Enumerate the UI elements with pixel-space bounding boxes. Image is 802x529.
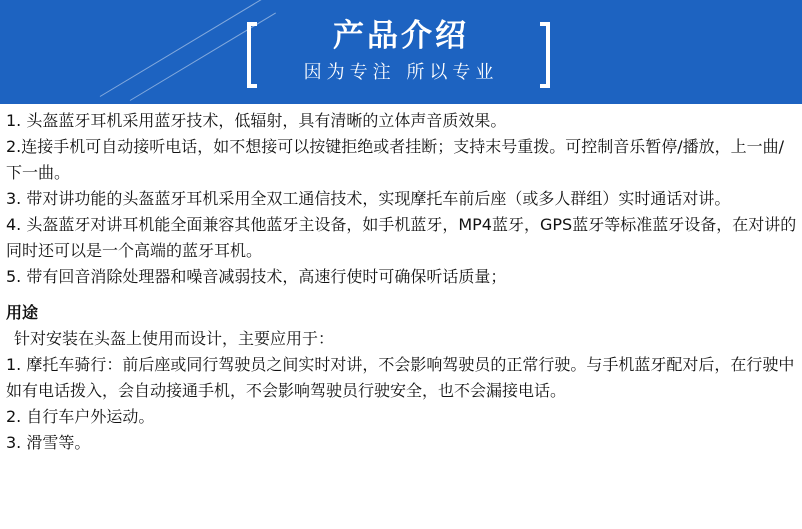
usage-item: 2. 自行车户外运动。 [6, 407, 155, 426]
usage-heading: 用途 [6, 303, 39, 322]
usage-item: 1. 摩托车骑行：前后座或同行驾驶员之间实时对讲，不会影响驾驶员的正常行驶。与手机蓝牙配对后，在行驶中如有电话拨入，会自动接通手机，不会影响驾驶员行驶安全，也不会漏接电话。 [6, 355, 795, 400]
spacer [6, 290, 798, 300]
usage-item: 3. 滑雪等。 [6, 433, 91, 452]
usage-intro: 针对安装在头盔上使用而设计，主要应用于： [14, 329, 335, 348]
banner-subtitle: 因为专注 所以专业 [303, 62, 499, 83]
feature-item: 1. 头盔蓝牙耳机采用蓝牙技术，低辐射，具有清晰的立体声音质效果。 [6, 111, 507, 130]
product-description [6, 108, 798, 456]
banner-title: 产品介绍 [333, 18, 469, 54]
feature-item: 5. 带有回音消除处理器和噪音减弱技术，高速行使时可确保听话质量； [6, 267, 507, 286]
feature-item: 3. 带对讲功能的头盔蓝牙耳机采用全双工通信技术，实现摩托车前后座（或多人群组）实时通话对讲。 [6, 189, 731, 208]
product-intro-banner [0, 0, 802, 104]
feature-item: 2.连接手机可自动接听电话，如不想接可以按键拒绝或者挂断；支持末号重拨。可控制音乐暂停/播放，上一曲/下一曲。 [6, 137, 785, 182]
feature-item: 4. 头盔蓝牙对讲耳机能全面兼容其他蓝牙主设备，如手机蓝牙，MP4蓝牙，GPS蓝牙等标准蓝牙设备，在对讲的同时还可以是一个高端的蓝牙耳机。 [6, 215, 797, 260]
